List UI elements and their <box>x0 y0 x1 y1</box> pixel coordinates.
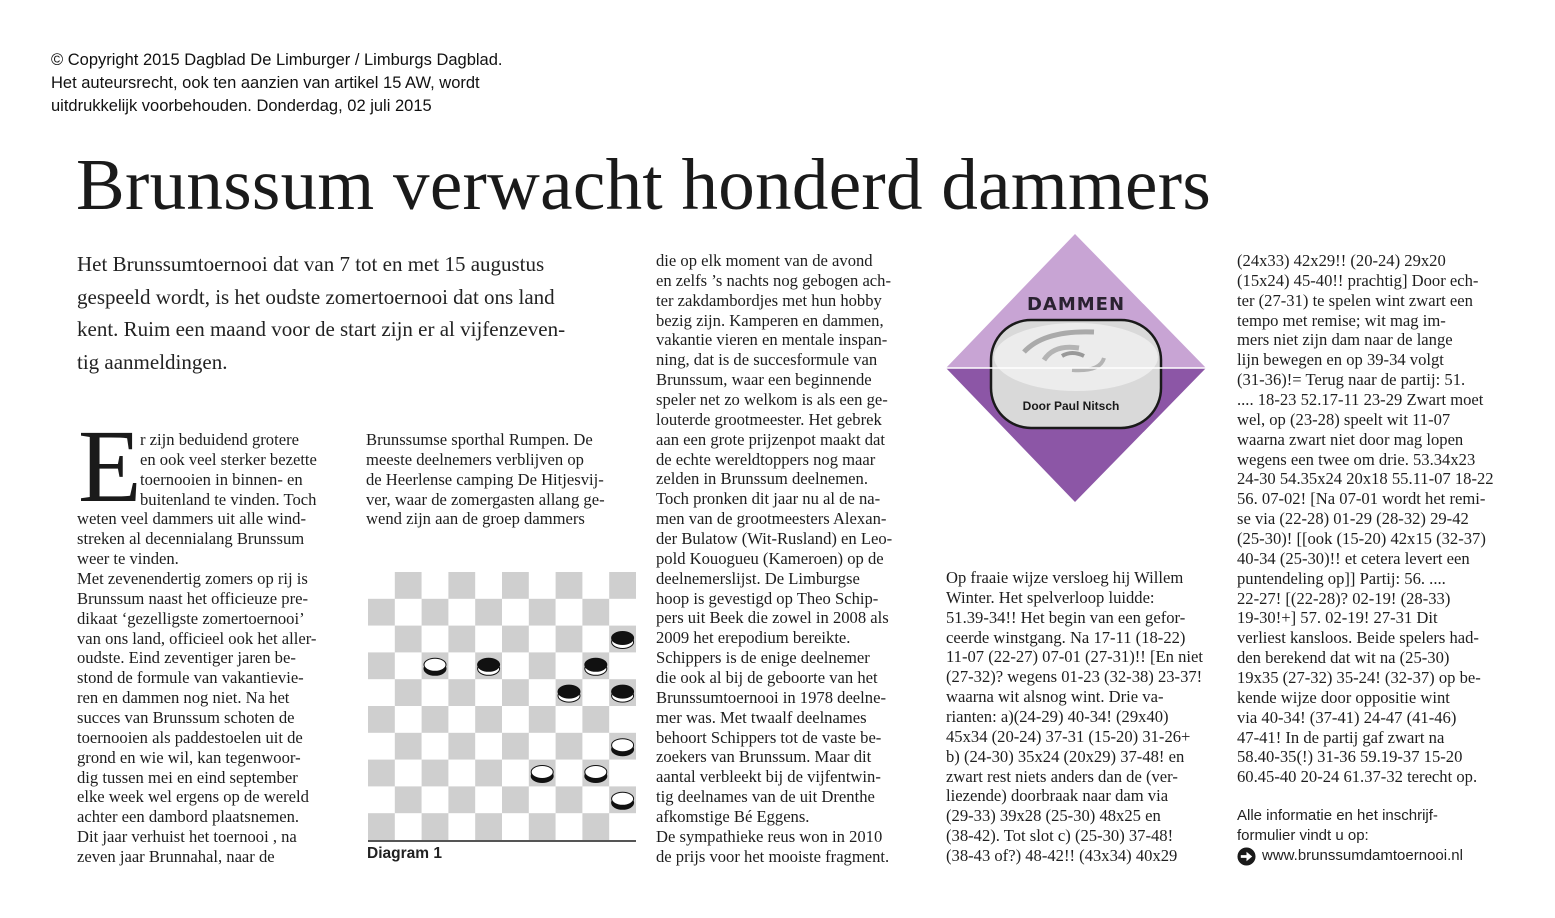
board-square <box>529 572 556 599</box>
text-line: wend zijn aan de groep dammers <box>366 509 585 529</box>
text-line: behoort Schippers tot de vaste be- <box>656 727 882 747</box>
text-line: Brunssumse sporthal Rumpen. De <box>366 430 593 449</box>
article-column-2 <box>366 430 636 529</box>
board-square <box>529 733 556 760</box>
board-square <box>556 760 583 787</box>
board-square <box>448 652 475 679</box>
text-line: r zijn beduidend grotere <box>140 430 299 449</box>
board-square <box>582 706 609 733</box>
text-line: meeste deelnemers verblijven op <box>366 449 584 469</box>
tournament-website-link[interactable]: www.brunssumdamtoernooi.nl <box>1262 847 1463 864</box>
text-line: ter (27-31) te spelen wint zwart een <box>1237 290 1473 310</box>
arrow-right-circle-icon <box>1237 847 1256 866</box>
text-line: deelnemerslijst. De Limburgse <box>656 568 860 588</box>
text-line: die op elk moment van de avond <box>656 251 873 270</box>
board-square <box>448 760 475 787</box>
text-line: en zelfs ’s nachts nog gebogen ach- <box>656 270 891 290</box>
board-square <box>529 813 556 840</box>
text-line: 19x35 (27-32) 35-24! (32-37) op be- <box>1237 668 1481 688</box>
article-column-3 <box>656 251 926 867</box>
text-line: 45x34 (20-24) 37-31 (15-20) 31-26+ <box>946 726 1191 746</box>
board-square <box>448 626 475 653</box>
text-line: afkomstige Bé Eggens. <box>656 807 810 827</box>
text-line: Op fraaie wijze versloeg hij Willem <box>946 568 1184 587</box>
text-line: Brunssum, waar een beginnende <box>656 370 872 390</box>
text-line: achter een dambord plaatsnemen. <box>77 807 300 827</box>
text-line: Toch pronken dit jaar nu al de na- <box>656 489 881 509</box>
text-line: 2009 het erepodium bereikte. <box>656 628 851 648</box>
board-square <box>422 679 449 706</box>
text-line: Schippers is de enige deelnemer <box>656 648 870 668</box>
board-square <box>395 626 422 653</box>
text-line: de Heerlense camping De Hitjesvij- <box>366 469 604 489</box>
text-line: 60.45-40 20-24 61.37-32 terecht op. <box>1237 767 1478 787</box>
board-square <box>529 706 556 733</box>
draughts-diagram <box>368 572 636 842</box>
text-line: Met zevenendertig zomers op rij is <box>77 569 308 589</box>
text-line: verliest kansloos. Beide spelers had- <box>1237 628 1479 648</box>
text-line: zwart rest niets anders dan de (ver- <box>946 766 1178 786</box>
text-line: den berekend dat wit na (25-30) <box>1237 648 1450 668</box>
board-square <box>475 706 502 733</box>
board-square <box>582 813 609 840</box>
board-square <box>395 813 422 840</box>
text-line: Alle informatie en het inschrijf- <box>1237 807 1438 824</box>
text-line: ceerde winstgang. Na 17-11 (18-22) <box>946 627 1186 647</box>
article-column-5 <box>1237 251 1507 787</box>
text-line: liezende) doorbraak naar dam via <box>946 786 1169 806</box>
text-line: (25-30)! [[ook (15-20) 42x15 (32-37) <box>1237 529 1486 549</box>
text-line: kende wijze door oppositie wint <box>1237 687 1450 707</box>
text-line: Brunssum naast het officieuze pre- <box>77 588 309 608</box>
board-square <box>502 786 529 813</box>
text-line: uitdrukkelijk voorbehouden. Donderdag, 02 juli 2015 <box>51 97 432 115</box>
board-square <box>529 786 556 813</box>
text-line: ren en dammen nog niet. Na het <box>77 688 290 708</box>
board-square <box>529 652 556 679</box>
text-line: © Copyright 2015 Dagblad De Limburger / Limburgs Dagblad. <box>51 51 503 69</box>
text-line: van ons land, officieel ook het aller- <box>77 628 317 648</box>
text-line: lijn bewegen en op 39-34 volgt <box>1237 350 1444 370</box>
board-square <box>448 706 475 733</box>
text-line: zeven jaar Brunnahal, naar de <box>77 847 275 867</box>
text-line: aan een grote prijzenpot maakt dat <box>656 429 885 449</box>
text-line: (24x33) 42x29!! (20-24) 29x20 <box>1237 251 1446 270</box>
text-line: tig aanmeldingen. <box>77 350 228 375</box>
black-piece <box>585 658 607 675</box>
board-square <box>556 786 583 813</box>
text-line: kent. Ruim een maand voor de start zijn er al vijfenzeven- <box>77 317 566 342</box>
text-line: wegens een twee om drie. 53.34x23 <box>1237 449 1476 469</box>
black-piece <box>478 658 500 675</box>
board-square <box>422 813 449 840</box>
text-line: 56. 07-02! [Na 07-01 wordt het remi- <box>1237 489 1486 509</box>
text-line: pers uit Beek die zowel in 2008 als <box>656 608 889 628</box>
board-square <box>475 572 502 599</box>
text-line: (31-36)!= Terug naar de partij: 51. <box>1237 370 1466 390</box>
text-line: bezig zijn. Kamperen en dammen, <box>656 310 884 330</box>
text-line: de prijs voor het mooiste fragment. <box>656 846 890 866</box>
board-square <box>556 572 583 599</box>
text-line: (38-43 of?) 48-42!! (43x34) 40x29 <box>946 846 1178 866</box>
board-square <box>582 626 609 653</box>
board-square <box>609 760 636 787</box>
text-line: formulier vindt u op: <box>1237 827 1369 844</box>
text-line: mers niet zijn dam naar de lange <box>1237 330 1453 350</box>
text-line: dikaat ‘gezelligste zomertoernooi’ <box>77 608 305 628</box>
board-square <box>448 679 475 706</box>
text-line: Dit jaar verhuist het toernooi , na <box>77 827 297 847</box>
board-square <box>368 786 395 813</box>
text-line: de echte wereldtoppers nog maar <box>656 449 876 469</box>
black-piece <box>558 685 580 702</box>
board-square <box>502 626 529 653</box>
text-line: vakantie vieren en mentale inspan- <box>656 330 888 350</box>
dammen-column-badge <box>944 232 1208 506</box>
board-square <box>475 679 502 706</box>
board-square <box>582 733 609 760</box>
board-square <box>368 706 395 733</box>
white-piece <box>612 792 634 809</box>
board-square <box>556 813 583 840</box>
text-line: 51.39-34!! Het begin van een gefor- <box>946 607 1186 627</box>
board-square <box>582 572 609 599</box>
text-line: 11-07 (22-27) 07-01 (27-31)!! [En niet <box>946 647 1203 667</box>
board-square <box>448 572 475 599</box>
text-line: 40-34 (25-30)!! et cetera levert een <box>1237 548 1470 568</box>
board-square <box>502 652 529 679</box>
text-line: grond en wie wil, kan tegenwoor- <box>77 747 301 767</box>
board-square <box>448 733 475 760</box>
board-square <box>502 760 529 787</box>
board-square <box>609 652 636 679</box>
white-piece <box>585 766 607 783</box>
board-square <box>368 626 395 653</box>
board-square <box>422 599 449 626</box>
text-line: oudste. Eind zeventiger jaren be- <box>77 648 296 668</box>
text-line: wel, op (23-28) speelt wit 11-07 <box>1237 409 1451 429</box>
board-square <box>502 813 529 840</box>
text-line: gespeeld wordt, is het oudste zomertoernooi dat ons land <box>77 284 555 309</box>
board-square <box>475 599 502 626</box>
text-line: 24-30 54.35x24 20x18 55.11-07 18-22 <box>1237 469 1494 489</box>
board-square <box>475 813 502 840</box>
text-line: 22-27! [(22-28)? 02-19! (28-33) <box>1237 588 1451 608</box>
text-line: die ook al bij de geboorte van het <box>656 668 878 688</box>
text-line: hoop is gevestigd op Theo Schip- <box>656 588 879 608</box>
white-piece <box>424 658 446 675</box>
text-line: en ook veel sterker bezette <box>140 449 317 469</box>
board-square <box>422 760 449 787</box>
text-line: Winter. Het spelverloop luidde: <box>946 587 1155 607</box>
text-line: toernooien in binnen- en <box>140 469 303 489</box>
board-square <box>422 706 449 733</box>
text-line: Het auteursrecht, ook ten aanzien van artikel 15 AW, wordt <box>51 74 480 92</box>
board-square <box>448 786 475 813</box>
board-square <box>395 652 422 679</box>
board-square <box>556 599 583 626</box>
text-line: b) (24-30) 35x24 (20x29) 37-48! en <box>946 746 1185 766</box>
board-square <box>448 813 475 840</box>
text-line: 19-30!+] 57. 02-19! 27-31 Dit <box>1237 608 1438 628</box>
text-line: se via (22-28) 01-29 (28-32) 29-42 <box>1237 509 1469 529</box>
board-square <box>448 599 475 626</box>
board-square <box>529 599 556 626</box>
board-square <box>609 572 636 599</box>
text-line: (15x24) 45-40!! prachtig] Door ech- <box>1237 270 1479 290</box>
board-square <box>422 626 449 653</box>
text-line: men van de grootmeesters Alexan- <box>656 509 887 529</box>
text-line: .... 18-23 52.17-11 23-29 Zwart moet <box>1237 390 1484 410</box>
text-line: elke week wel ergens op de wereld <box>77 787 309 807</box>
board-square <box>422 572 449 599</box>
article-column-1 <box>77 430 347 867</box>
board-square <box>609 599 636 626</box>
board-square <box>556 652 583 679</box>
board-square <box>395 572 422 599</box>
board-square <box>368 572 395 599</box>
text-line: Het Brunssumtoernooi dat van 7 tot en met 15 augustus <box>77 252 545 276</box>
text-line: speler net zo welkom is als een ge- <box>656 390 888 410</box>
board-square <box>368 679 395 706</box>
text-line: louterde grootmeester. Het gebrek <box>656 409 882 429</box>
diagram-caption: Diagram 1 <box>367 845 442 862</box>
board-square <box>475 760 502 787</box>
board-square <box>502 706 529 733</box>
text-line: zoekers van Brunssum. Maar dit <box>656 747 872 767</box>
board-square <box>556 706 583 733</box>
board-square <box>395 706 422 733</box>
text-line: ning, dat is de succesformule van <box>656 350 878 370</box>
text-line: succes van Brunssum schoten de <box>77 708 295 728</box>
text-line: buitenland te vinden. Toch <box>140 489 317 509</box>
text-line: weten veel dammers uit alle wind- <box>77 509 307 529</box>
board-square <box>368 760 395 787</box>
text-line: tempo met remise; wit mag im- <box>1237 310 1446 330</box>
text-line: De sympathieke reus won in 2010 <box>656 826 883 846</box>
black-piece <box>612 685 634 702</box>
text-line: puntendeling op]] Partij: 56. .... <box>1237 568 1446 588</box>
board-square <box>368 652 395 679</box>
text-line: stond de formule van vakantievie- <box>77 668 304 688</box>
board-square <box>529 679 556 706</box>
board-square <box>475 733 502 760</box>
text-line: (38-42). Tot slot c) (25-30) 37-48! <box>946 826 1174 846</box>
board-square <box>475 786 502 813</box>
text-line: 58.40-35(!) 31-36 59.19-37 15-20 <box>1237 747 1463 767</box>
board-square <box>422 786 449 813</box>
board-square <box>502 733 529 760</box>
board-square <box>475 626 502 653</box>
text-line: aantal verbleekt bij de vijfentwin- <box>656 767 881 787</box>
board-square <box>368 813 395 840</box>
board-square <box>395 733 422 760</box>
text-line: (29-33) 39x28 (25-30) 48x25 en <box>946 806 1161 826</box>
text-line: mer was. Met twaalf deelnames <box>656 707 867 727</box>
text-line: Brunssumtoernooi in 1978 deelne- <box>656 687 886 707</box>
text-line: rianten: a)(24-29) 40-34! (29x40) <box>946 707 1169 727</box>
board-square <box>556 626 583 653</box>
board-square <box>395 786 422 813</box>
board-square <box>609 706 636 733</box>
text-line: der Bulatow (Wit-Rusland) en Leo- <box>656 529 893 549</box>
board-square <box>556 733 583 760</box>
board-square <box>582 786 609 813</box>
board-square <box>502 572 529 599</box>
text-line: streken al decennialang Brunssum <box>77 529 305 549</box>
text-line: ver, waar de zomergasten allang ge- <box>366 489 605 509</box>
board-square <box>368 599 395 626</box>
text-line: toernooien als paddestoelen uit de <box>77 727 303 747</box>
headline: Brunssum verwacht honderd dammers <box>76 144 1212 225</box>
text-line: waarna zwart niet door mag lopen <box>1237 429 1464 449</box>
board-square <box>422 733 449 760</box>
board-square <box>502 679 529 706</box>
badge-author: Door Paul Nitsch <box>1022 399 1120 413</box>
text-line: weer te vinden. <box>77 549 179 569</box>
board-square <box>502 599 529 626</box>
article-column-4 <box>946 568 1216 866</box>
text-line: zelden in Brunssum deelnemen. <box>656 469 868 489</box>
white-piece <box>531 766 553 783</box>
info-text <box>1237 806 1463 846</box>
text-line: dig tussen mei en eind september <box>77 767 298 787</box>
board-square <box>395 760 422 787</box>
lead-paragraph <box>77 248 637 379</box>
board-square <box>582 599 609 626</box>
board-square <box>609 813 636 840</box>
copyright-notice <box>51 49 503 118</box>
board-square <box>395 599 422 626</box>
drop-cap: E <box>78 409 142 524</box>
text-line: (27-32)? wegens 01-23 (32-38) 23-37! <box>946 667 1203 687</box>
text-line: waarna wit alsnog wint. Drie va- <box>946 687 1164 707</box>
text-line: via 40-34! (37-41) 24-47 (41-46) <box>1237 707 1457 727</box>
text-line: tig deelnames van de uit Drenthe <box>656 787 875 807</box>
text-line: pold Kouogueu (Kameroen) op de <box>656 548 884 568</box>
board-square <box>368 733 395 760</box>
info-block <box>1237 806 1463 866</box>
white-piece <box>612 739 634 756</box>
black-piece <box>612 632 634 649</box>
text-line: ter zakdambordjes met hun hobby <box>656 290 882 310</box>
board-square <box>582 679 609 706</box>
text-line: 47-41! In de partij gaf zwart na <box>1237 727 1445 747</box>
board-square <box>395 679 422 706</box>
board-square <box>529 626 556 653</box>
badge-title: DAMMEN <box>1026 294 1126 315</box>
